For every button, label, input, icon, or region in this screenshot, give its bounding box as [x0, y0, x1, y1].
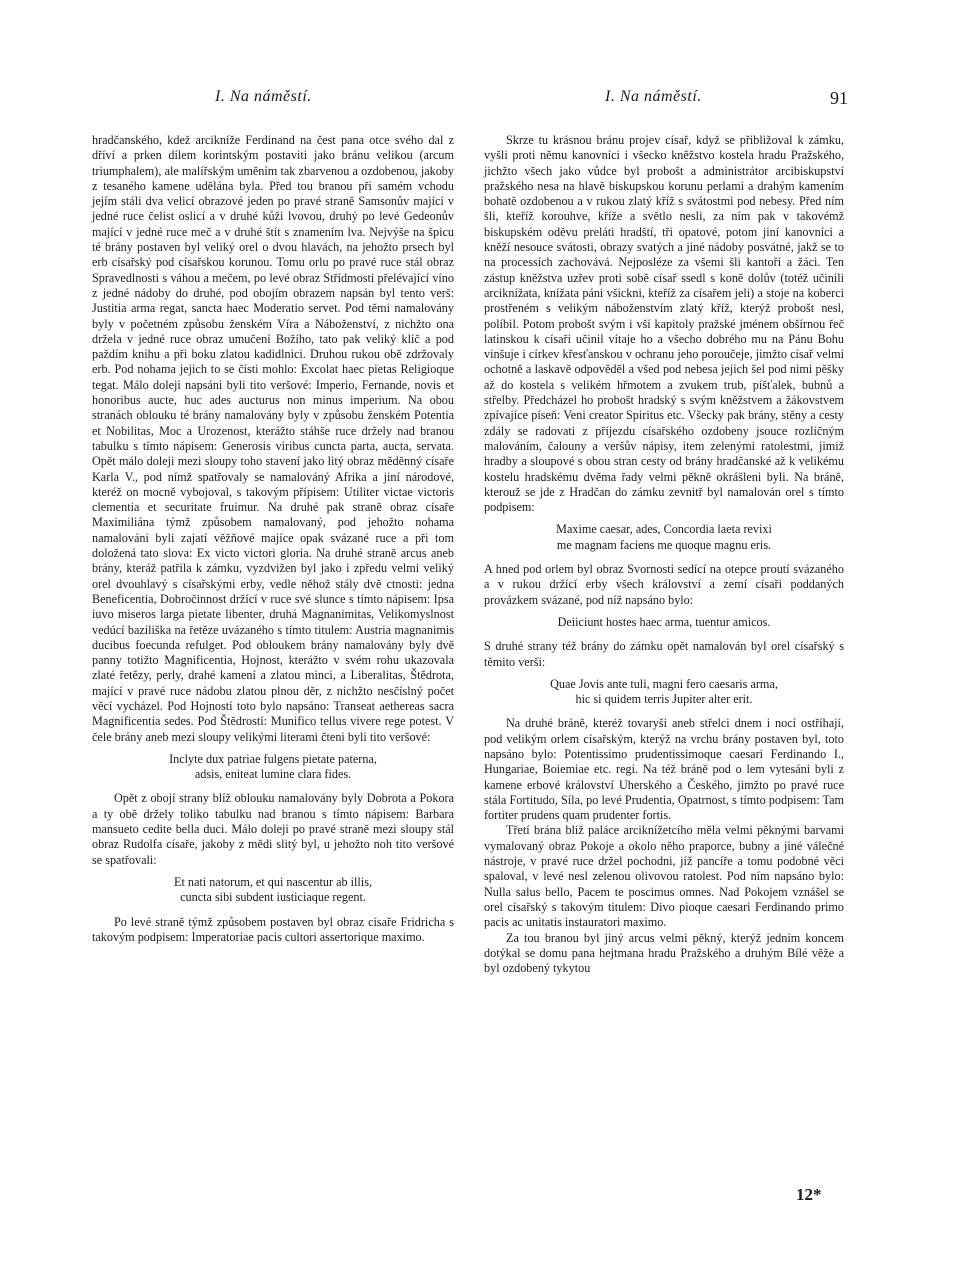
verse-line: Et nati natorum, et qui nascentur ab illis, — [174, 874, 372, 889]
verse-block — [92, 752, 454, 783]
paragraph: hradčanského, kdež arcikníže Ferdinand na čest pana otce svého dal z dříví a prken dílem korintským postaviti jako bránu velikou (arcum triumphalem), ale malířským uměním tak zbarvenou a ozdobenou, jakoby z tesaného kamene udělána byla. Před tou branou při samém vchodu jejím stáli dva velicí obrazové jeden po pravé straně Samsonův mající v jedné ruce čelist oslicí a v druhé kůži lvovou, druhý po levé Gedeonův mající v jedné ruce meč a v druhé štít s znamením lva. Nejvýše na špicu té brány postaven byl veliký orel o dvou hlavách, na jehožto prsech byl erb císařský pod císařskou korunou. Tomu orlu po pravé ruce stál obraz Spravedlnosti s váhou a mečem, po levé obraz Střídmosti přelévající víno z jedné nádoby do druhé, pod obojím obrazem napsán byl tento verš: Justitia arma regat, sancta haec Moderatio servet. Pod těmi namalovány byly v početném způsobu ženském Víra a Náboženství, z nichžto ona držela v jedné ruce obraz umučení Božího, tato pak veliký klíč a pod paždím knihu a při boku zlatou kadidlnici. Druhou rukou obě zdržovaly erb. Pod nohama jejich to se čísti mohlo: Excolat haec pietas Religioque tegat. Málo doleji napsáni byli tito veršové: Imperio, Fernande, novis et honoribus aucte, huc ades aucturus non minus imperium. Na obou stranách oblouku té brány namalovány byly v způsobu ženském Potentia et Nobilitas, Moc a Urozenost, kterážto stáhše ruce držely nad branou tabulku s tímto nápisem: Generosis viribus cuncta parta, aucta, servata. Opět málo doleji mezi sloupy toho stavení jako litý obraz měděnný císaře Karla V., pod nímž spatřovaly se namalováný Afrika a jiní národové, kteréž on mocně vybojoval, s takovým přípisem: Utiliter victae victoris clementia et securitate fruimur. Na druhé pak straně obraz císaře Maximiliána týmž způsobem namalovaný, pod jehožto nohama namalováni byli zajatí věžňové majíce opak svázané ruce a při tom doložená tato slova: Ex victo victori gloria. Na druhé straně arcus aneb brány, kteráž patřila k zámku, vyzdvižen byl jako i zpředu velmi veliký orel dvouhlavý s císařskými erby, vedle něhož stály dvě ctnosti: jedna Beneficentia, Dobročinnost držící v ruce své slunce s tímto nápisem: Ipsa iuvo miseros larga pietate libenter, druhá Magnanimitas, Velikomyslnost vedúcí baziliška na řetěze uvázaného s tímto titulem: Austria magnanimis ducibus foecunda refulget. Pod obloukem brány namalovány byly dvě panny totižto Magnificentia, Hojnost, kterážto v svém rohu ukazovala zlaté řetězy, perly, drahé kamení a zlatou minci, a Liberalitas, Štědrota, mající v pravé ruce nádobu zlatou plnou děr, z nichžto nesčíslný počet věcí vycházel. Pod Hojností toto bylo napsáno: Transeat aethereas sacra Magnificentia sedes. Pod Štědrostí: Munifico tellus vivere rege potest. V čele brány aneb mezi sloupy velikými literami čteni byli tito veršové: — [92, 133, 454, 744]
paragraph: A hned pod orlem byl obraz Svornosti sedící na otepce proutí svázaného a v rukou držící erby všech království a zemí císaři poddaných provázkem svázané, pod níž napsáno bylo: — [484, 562, 844, 607]
paragraph: Za tou branou byl jiný arcus velmi pěkný, kterýž jedním koncem dotýkal se domu pana hejtmana hradu Pražského a druhým Bílé věže a byl ozdobený tykytou — [484, 930, 844, 976]
verse-line: me magnam faciens me quoque magnu eris. — [556, 537, 772, 552]
left-column — [92, 133, 454, 945]
verse-line: Quae Jovis ante tuli, magni fero caesaris arma, — [550, 676, 778, 691]
verse-block — [92, 875, 454, 906]
paragraph: Třetí brána blíž paláce arciknížetcího měla velmi pěknými barvami vymalovaný obraz Pokoje a okolo něho praporce, bubny a jiné válečné nástroje, v pravé ruce držel pochodni, jíž pancíře a tomu podobné věci spaloval, v levé nesl zelenou olivovou ratolest. Pod ním napsáno bylo: Nulla salus bello, Pacem te poscimus omnes. Nad Pokojem vznášel se orel císařský s takovým titulem: Divo pioque caesari Ferdinando primo pacis ac unitatis instauratori maximo. — [484, 823, 844, 930]
verse-line: cuncta sibi subdent iusticiaque regent. — [180, 890, 366, 905]
verse-line: Maxime caesar, ades, Concordia laeta revixi — [556, 522, 772, 537]
verse-line: Inclyte dux patriae fulgens pietate paterna, — [169, 751, 377, 766]
running-head-left: I. Na náměstí. — [215, 88, 312, 105]
verse-line: Deiiciunt hostes haec arma, tuentur amicos. — [557, 614, 771, 629]
signature-mark: 12* — [796, 1185, 822, 1204]
paragraph: Skrze tu krásnou bránu projev císař, když se přibližoval k zámku, vyšli proti němu kanovníci i všecko kněžstvo kostela hradu Pražského, jichžto všech jako vůdce byl probošt a administrátor arcibiskupství pražského nesa na hlavě biskupskou korunu perlami a drahým kamením bohatě ozdobenou a v rukou zlatý kříž s svátostmi pod nebesy. Před ním šli, kteříž korouhve, kříže a světlo nesli, za ním pak v takovémž biskupském oděvu preláti hradští, tři opatové, potom jiní kanovníci a kněží nesouce svátosti, obrazy svatých a jiné nádoby posvátné, jakž se to na processích zachovává. Nejposléze za všemi šli kantoři a žáci. Ten zástup kněžstva uzřev proti sobě císař ssedl s koně dolův (totéž učinili arciknížata, knížata páni všickni, kteříž za císařem jeli) a stoje na koberci prostřeném s velikým náboženstvím zlatý kříž, kterýž probošt nesl, políbil. Potom probošt svým i vší kapitoly pražské jménem obšírnou řeč latinskou k císaři učinil vítaje ho a všecho dobrého mu na Pánu Bohu vinšuje i církev křesťanskou v ochranu jeho poroučeje, jimžto císař velmi ochotně a laskavě odpověděl a všed pod nebesa jejich šel pod nimi pěšky až do kostela s velikém hřmotem a zvukem trub, píšťalek, bubnů a střelby. Předcházel ho probošt hradský s svým kněžstvem a žákovstvem zpívajíce píseň: Veni creator Spiritus etc. Všecky pak brány, stěny a cesty zdály se radovati z příjezdu císařského ozdobeny jsouce rozličným malováním, čalouny a veršův nápisy, item zelenými ratolestmi, jimiž hradby a sloupové s obou stran cesty od brány hradčanské až k velikému kostelu hradskému dvěma řady velmi pěkně okrášleni byli. Na bráně, kterouž se jde z Hradčan do zámku zevnitř byl namalován orel s tímto podpisem: — [484, 133, 844, 515]
verse-block — [484, 522, 844, 553]
paragraph: Opět z obojí strany blíž oblouku namalovány byly Dobrota a Pokora a ty obě držely toliko tabulku nad branou s tímto nápisem: Barbara mansueto cedite bella duci. Málo doleji po pravé straně mezi sloupy stál obraz Rudolfa císaře, jakoby z mědi slitý byl, u jehožto noh tito veršové se spatřovali: — [92, 791, 454, 867]
verse-block — [484, 615, 844, 630]
right-column — [484, 133, 844, 976]
paragraph: Na druhé bráně, kteréž tovaryši aneb střelci dnem i nocí ostříhají, pod velikým orlem císařským, kterýž na vrchu brány postaven byl, toto napsáno bylo: Potentissimo prudentissimoque caesari Ferdinando I., Hungariae, Boiemiae etc. regi. Na též bráně pod o lem vytesáni byli z kamene erbové království Uherského a Českého, jimžto po pravé ruce stála Fortitudo, Síla, po levé Prudentia, Opatrnost, s tímto podpisem: Tam fortiter prudens quam prudenter fortis. — [484, 716, 844, 823]
verse-line: adsis, eniteat lumine clara fides. — [194, 767, 352, 782]
running-head-right: I. Na náměstí. — [605, 88, 702, 105]
verse-block — [484, 677, 844, 708]
verse-line: hic si quidem terris Jupiter alter erit. — [575, 692, 753, 707]
page-number: 91 — [830, 88, 848, 108]
paragraph: S druhé strany též brány do zámku opět namalován byl orel císařský s těmito verši: — [484, 639, 844, 669]
paragraph: Po levé straně týmž způsobem postaven byl obraz císaře Fridricha s takovým podpisem: Imperatoriae pacis cultori assertorique maximo. — [92, 914, 454, 944]
